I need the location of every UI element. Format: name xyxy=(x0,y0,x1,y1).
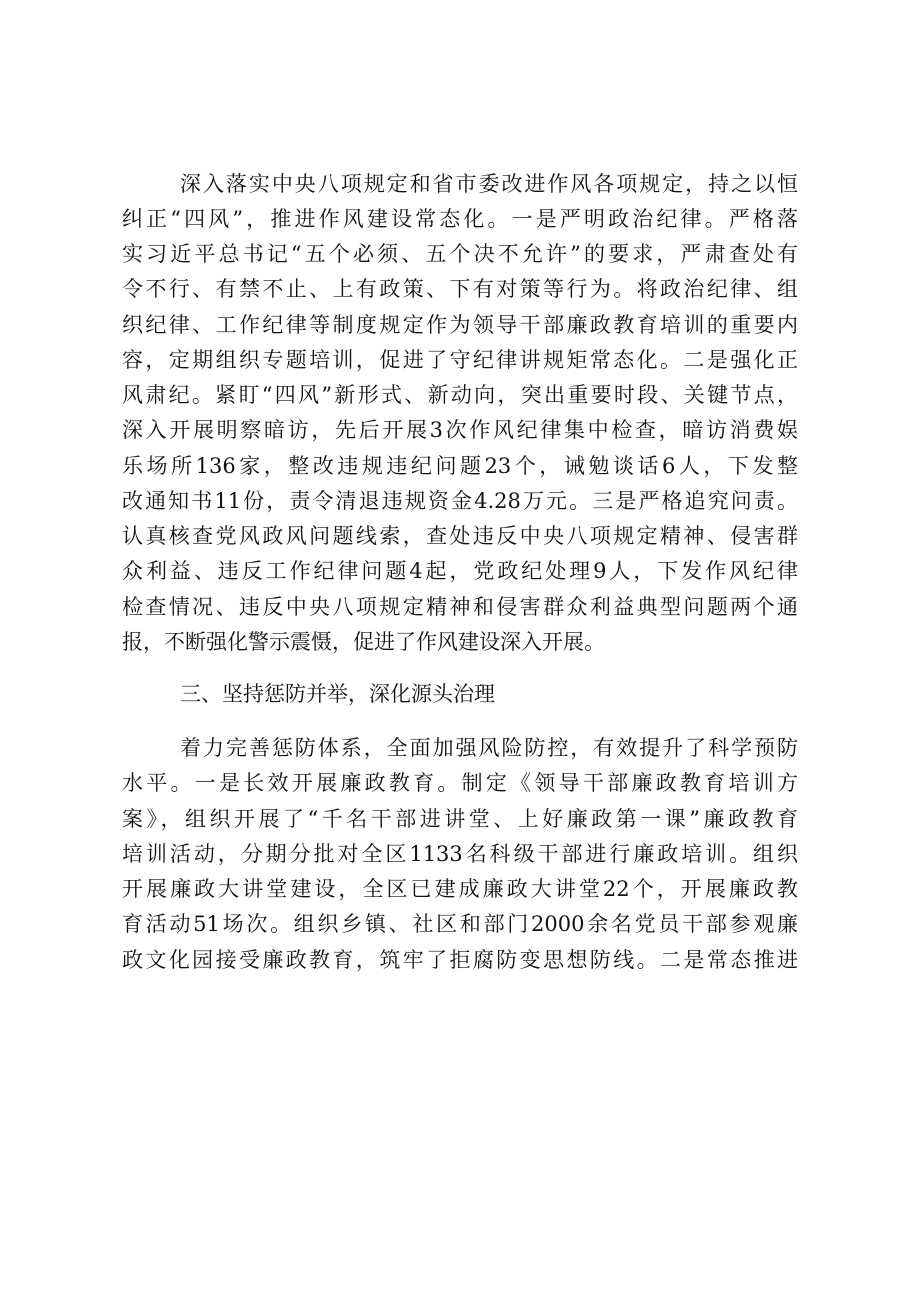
paragraph-2-line-2: 水平。一是长效开展廉政教育。制定《领导干部廉政教育培训方 xyxy=(122,771,798,795)
paragraph-2-line-4: 培训活动，分期分批对全区1133名科级干部进行廉政培训。组织 xyxy=(122,842,798,866)
paragraph-1-line-4: 令不行、有禁不止、上有政策、下有对策等行为。将政治纪律、组 xyxy=(122,277,798,301)
paragraph-2-line-1: 着力完善惩防体系，全面加强风险防控，有效提升了科学预防 xyxy=(180,736,798,760)
paragraph-1-line-12: 众利益、违反工作纪律问题4起，党政纪处理9人，下发作风纪律 xyxy=(122,559,798,583)
paragraph-2-line-3: 案》，组织开展了“千名干部进讲堂、上好廉政第一课”廉政教育 xyxy=(122,807,798,831)
paragraph-1-line-6: 容，定期组织专题培训，促进了守纪律讲规矩常态化。二是强化正 xyxy=(122,348,798,372)
paragraph-1-line-7: 风肃纪。紧盯“四风”新形式、新动向，突出重要时段、关键节点， xyxy=(122,383,798,407)
paragraph-1-line-3: 实习近平总书记“五个必须、五个决不允许”的要求，严肃查处有 xyxy=(122,242,798,266)
paragraph-2-line-5: 开展廉政大讲堂建设，全区已建成廉政大讲堂22个，开展廉政教 xyxy=(122,877,798,901)
section-heading: 三、坚持惩防并举，深化源头治理 xyxy=(180,682,495,706)
paragraph-1-line-14: 报，不断强化警示震慑，促进了作风建设深入开展。 xyxy=(122,630,605,654)
paragraph-1-line-8: 深入开展明察暗访，先后开展3次作风纪律集中检查，暗访消费娱 xyxy=(122,418,798,442)
paragraph-1-line-2: 纠正“四风”，推进作风建设常态化。一是严明政治纪律。严格落 xyxy=(122,207,798,231)
paragraph-1-line-5: 织纪律、工作纪律等制度规定作为领导干部廉政教育培训的重要内 xyxy=(122,313,798,337)
paragraph-1-line-10: 改通知书11份，责令清退违规资金4.28万元。三是严格追究问责。 xyxy=(122,489,798,513)
paragraph-1-line-1: 深入落实中央八项规定和省市委改进作风各项规定，持之以恒 xyxy=(180,172,798,196)
paragraph-1-line-9: 乐场所136家，整改违规违纪问题23个，诫勉谈话6人，下发整 xyxy=(122,454,798,478)
paragraph-2-line-6: 育活动51场次。组织乡镇、社区和部门2000余名党员干部参观廉 xyxy=(122,912,798,936)
paragraph-1-line-11: 认真核查党风政风问题线索，查处违反中央八项规定精神、侵害群 xyxy=(122,524,798,548)
paragraph-1-line-13: 检查情况、违反中央八项规定精神和侵害群众利益典型问题两个通 xyxy=(122,595,798,619)
paragraph-2-line-7: 政文化园接受廉政教育，筑牢了拒腐防变思想防线。二是常态推进 xyxy=(122,948,798,972)
